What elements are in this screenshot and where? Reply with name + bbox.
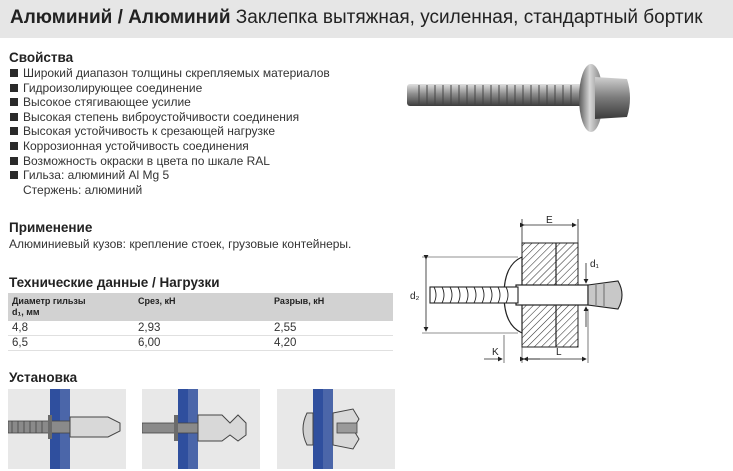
- col-shear: Срез, кН: [134, 293, 270, 321]
- rivet-photo: [405, 62, 635, 142]
- cell-tensile: 2,55: [270, 321, 393, 336]
- property-item: Высокая степень виброустойчивости соединения: [9, 110, 330, 125]
- rivet-body: [595, 77, 630, 119]
- properties-heading: Свойства: [9, 50, 74, 65]
- install-heading: Установка: [9, 370, 78, 385]
- tech-heading: Технические данные / Нагрузки: [9, 275, 220, 290]
- bullet-icon: [10, 98, 18, 106]
- stem-material: Стержень: алюминий: [23, 183, 143, 197]
- cell-shear: 2,93: [134, 321, 270, 336]
- rivet-stem: [407, 84, 583, 106]
- table-row: [8, 321, 393, 336]
- drawing-sleeve: [516, 285, 588, 305]
- property-item: Широкий диапазон толщины скрепляемых материалов: [9, 66, 330, 81]
- bullet-icon: [10, 171, 18, 179]
- table-header-row: [8, 293, 393, 321]
- col-diameter: Диаметр гильзы d₁, мм: [8, 293, 134, 321]
- cell-shear: 6,00: [134, 336, 270, 351]
- label-d2: d₂: [410, 291, 420, 302]
- cell-d1: 4,8: [8, 321, 134, 336]
- bullet-icon: [10, 113, 18, 121]
- property-item: Высокая устойчивость к срезающей нагрузке: [9, 124, 330, 139]
- properties-list: [9, 66, 330, 183]
- bullet-icon: [10, 84, 18, 92]
- property-item: Гидроизолирующее соединение: [9, 81, 330, 96]
- page-title-rest: Заклепка вытяжная, усиленная, стандартный бортик: [235, 7, 703, 28]
- bullet-icon: [10, 127, 18, 135]
- label-d1: d₁: [590, 259, 599, 270]
- install-step-1: [8, 389, 126, 469]
- property-item: Гильза: алюминий Al Mg 5: [9, 168, 330, 183]
- drawing-sleeve-tail: [588, 281, 622, 309]
- page-title: [10, 7, 703, 29]
- application-text: Алюминиевый кузов: крепление стоек, грузовые контейнеры.: [9, 237, 352, 251]
- cell-d1: 6,5: [8, 336, 134, 351]
- property-item: Возможность окраски в цвета по шкале RAL: [9, 154, 330, 169]
- page-title-bold: Алюминий / Алюминий: [10, 7, 231, 28]
- property-item: Коррозионная устойчивость соединения: [9, 139, 330, 154]
- bullet-icon: [10, 142, 18, 150]
- install-step-2: [142, 389, 260, 469]
- property-item: Высокое стягивающее усилие: [9, 95, 330, 110]
- technical-drawing: [400, 205, 635, 375]
- install-step-3: [277, 389, 395, 469]
- label-l: L: [556, 347, 562, 358]
- bullet-icon: [10, 69, 18, 77]
- specs-table: [8, 293, 393, 351]
- cell-tensile: 4,20: [270, 336, 393, 351]
- table-row: [8, 336, 393, 351]
- label-e: E: [546, 215, 553, 226]
- application-heading: Применение: [9, 220, 93, 235]
- label-k: K: [492, 347, 499, 358]
- bullet-icon: [10, 157, 18, 165]
- col-tensile: Разрыв, кН: [270, 293, 393, 321]
